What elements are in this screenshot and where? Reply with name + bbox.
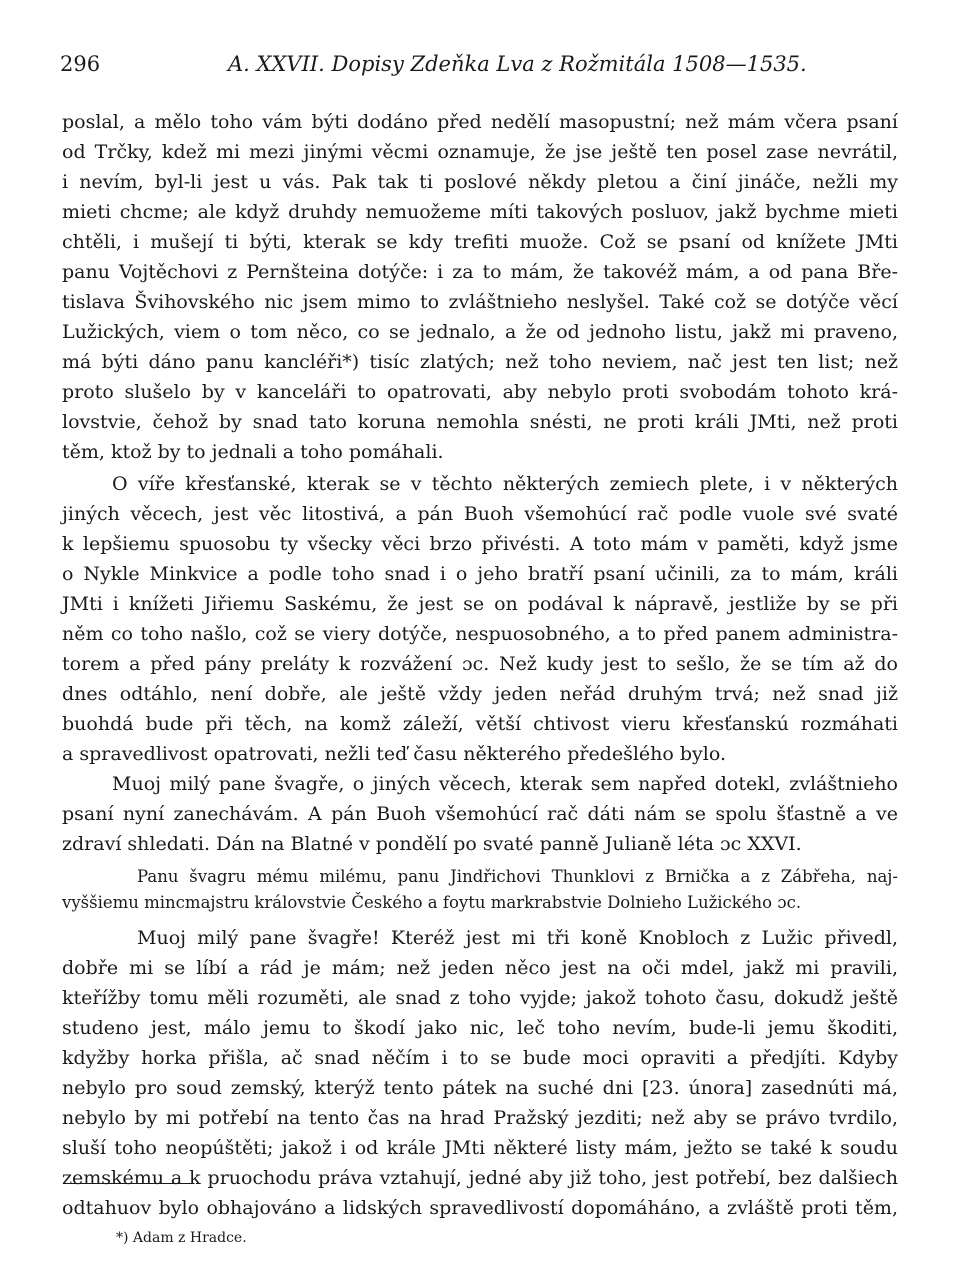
text-line: má býti dáno panu kancléři*) tisíc zlatých; než toho neviem, nač jest ten list; než bbox=[62, 351, 898, 373]
text-line: psaní nyní zanechávám. A pán Buoh všemohúcí rač dáti nám se spolu šťastně a ve bbox=[62, 803, 898, 825]
text-line: těm, ktož by to jednali a toho pomáhali. bbox=[62, 441, 444, 463]
text-line: i nevím, byl-li jest u vás. Pak tak ti poslové někdy pletou a činí jináče, nežli my bbox=[62, 171, 898, 193]
text-line: lovstvie, čehož by snad tato koruna nemohla snésti, ne proti králi JMti, než proti bbox=[62, 411, 898, 433]
text-line: torem a před pány preláty k rozvážení ɔc. Než kudy jest to sešlo, že se tím až do bbox=[62, 653, 898, 675]
page-number: 296 bbox=[60, 52, 101, 76]
text-line: sluší toho neopúštěti; jakož i od krále JMti některé listy mám, ježto se také k soudu bbox=[62, 1137, 898, 1159]
text-line: nebylo by mi potřebí na tento čas na hrad Pražský jezditi; než aby se právo tvrdilo, bbox=[62, 1107, 898, 1129]
text-line: jiných věcech, jest věc litostivá, a pán Buoh všemohúcí rač podle vuole své svaté bbox=[62, 503, 898, 525]
running-title: A. XXVII. Dopisy Zdeňka Lva z Rožmitála 1508—1535. bbox=[228, 52, 807, 76]
text-line: a spravedlivost opatrovati, nežli teď času některého předešlého bylo. bbox=[62, 743, 726, 765]
text-line: poslal, a mělo toho vám býti dodáno před nedělí masopustní; než mám včera psaní bbox=[62, 111, 898, 133]
text-line: Muoj milý pane švagře! Kteréž jest mi tři koně Knobloch z Lužic přivedl, bbox=[137, 927, 898, 949]
text-line: kdyžby horka přišla, ač snad něčím i to se bude moci opraviti a předjíti. Kdyby bbox=[62, 1047, 898, 1069]
text-line: JMti i knížeti Jiřiemu Saskému, že jest se on podával k nápravě, jestliže by se při bbox=[62, 593, 898, 615]
text-line: k lepšiemu spuosobu ty všecky věci brzo přivésti. A toto mám v paměti, když jsme bbox=[62, 533, 898, 555]
text-line: něm co toho našlo, což se viery dotýče, nespuosobného, a to před panem administra- bbox=[62, 623, 898, 645]
text-line: od Trčky, kdež mi mezi jinými věcmi oznamuje, že jse ještě ten posel zase nevrátil, bbox=[62, 141, 898, 163]
text-line: o Nykle Minkvice a podle toho snad i o jeho bratří psaní učinili, za to mám, králi bbox=[62, 563, 898, 585]
text-line: Muoj milý pane švagře, o jiných věcech, kterak sem napřed dotekl, zvláštnieho bbox=[112, 773, 898, 795]
text-line: dnes odtáhlo, není dobře, ale ještě vždy jeden neřád druhým trvá; než snad již bbox=[62, 683, 898, 705]
text-line: O víře křesťanské, kterak se v těchto některých zemiech plete, i v některých bbox=[112, 473, 898, 495]
text-line: kteřížby tomu měli rozuměti, ale snad z toho vyjde; jakož tohoto času, dokudž ještě bbox=[62, 987, 898, 1009]
address-line: vyššiemu mincmajstru královstvie Českého a foytu markrabstvie Dolnieho Lužického ɔc. bbox=[62, 893, 802, 912]
text-line: tislava Švihovského nic jsem mimo to zvláštnieho neslyšel. Také což se dotýče věcí bbox=[62, 291, 898, 313]
address-line: Panu švagru mému milému, panu Jindřichovi Thunklovi z Brnička a z Zábřeha, naj- bbox=[137, 867, 898, 886]
text-line: mieti chcme; ale když druhdy nemuožeme míti takových posluov, jakž bychme mieti bbox=[62, 201, 898, 223]
text-line: proto slušelo by v kanceláři to opatrovati, aby nebylo proti svobodám tohoto krá- bbox=[62, 381, 898, 403]
text-line: panu Vojtěchovi z Pernšteina dotýče: i za to mám, že takovéž mám, a od pana Bře- bbox=[62, 261, 898, 283]
text-line: Lužických, viem o tom něco, co se jednalo, a že od jednoho listu, jakž mi praveno, bbox=[62, 321, 898, 343]
text-line: nebylo pro soud zemský, kterýž tento pátek na suché dni [23. února] zasednúti má, bbox=[62, 1077, 898, 1099]
text-line: dobře mi se líbí a rád je mám; než jeden něco jest na oči mdel, jakž mi pravili, bbox=[62, 957, 898, 979]
page-header bbox=[60, 52, 900, 88]
footnote: *) Adam z Hradce. bbox=[116, 1230, 247, 1246]
text-line: zdraví shledati. Dán na Blatné v pondělí po svaté panně Julianě léta ɔc XXVI. bbox=[62, 833, 802, 855]
text-line: zemskému a k pruochodu práva vztahují, jedné aby již toho, jest potřebí, bez dalšiech bbox=[62, 1167, 898, 1189]
text-line: chtěli, i mušejí ti býti, kterak se kdy trefiti muože. Což se psaní od knížete JMti bbox=[62, 231, 898, 253]
text-line: buohdá bude při těch, na komž záleží, větší chtivost vieru křesťanskú rozmáhati bbox=[62, 713, 898, 735]
footnote-rule bbox=[66, 1183, 192, 1184]
text-line: odtahuov bylo obhajováno a lidských spravedlivostí dopomáháno, a zvláště proti těm, bbox=[62, 1197, 898, 1219]
text-line: studeno jest, málo jemu to škodí jako nic, leč toho nevím, bude-li jemu škoditi, bbox=[62, 1017, 898, 1039]
